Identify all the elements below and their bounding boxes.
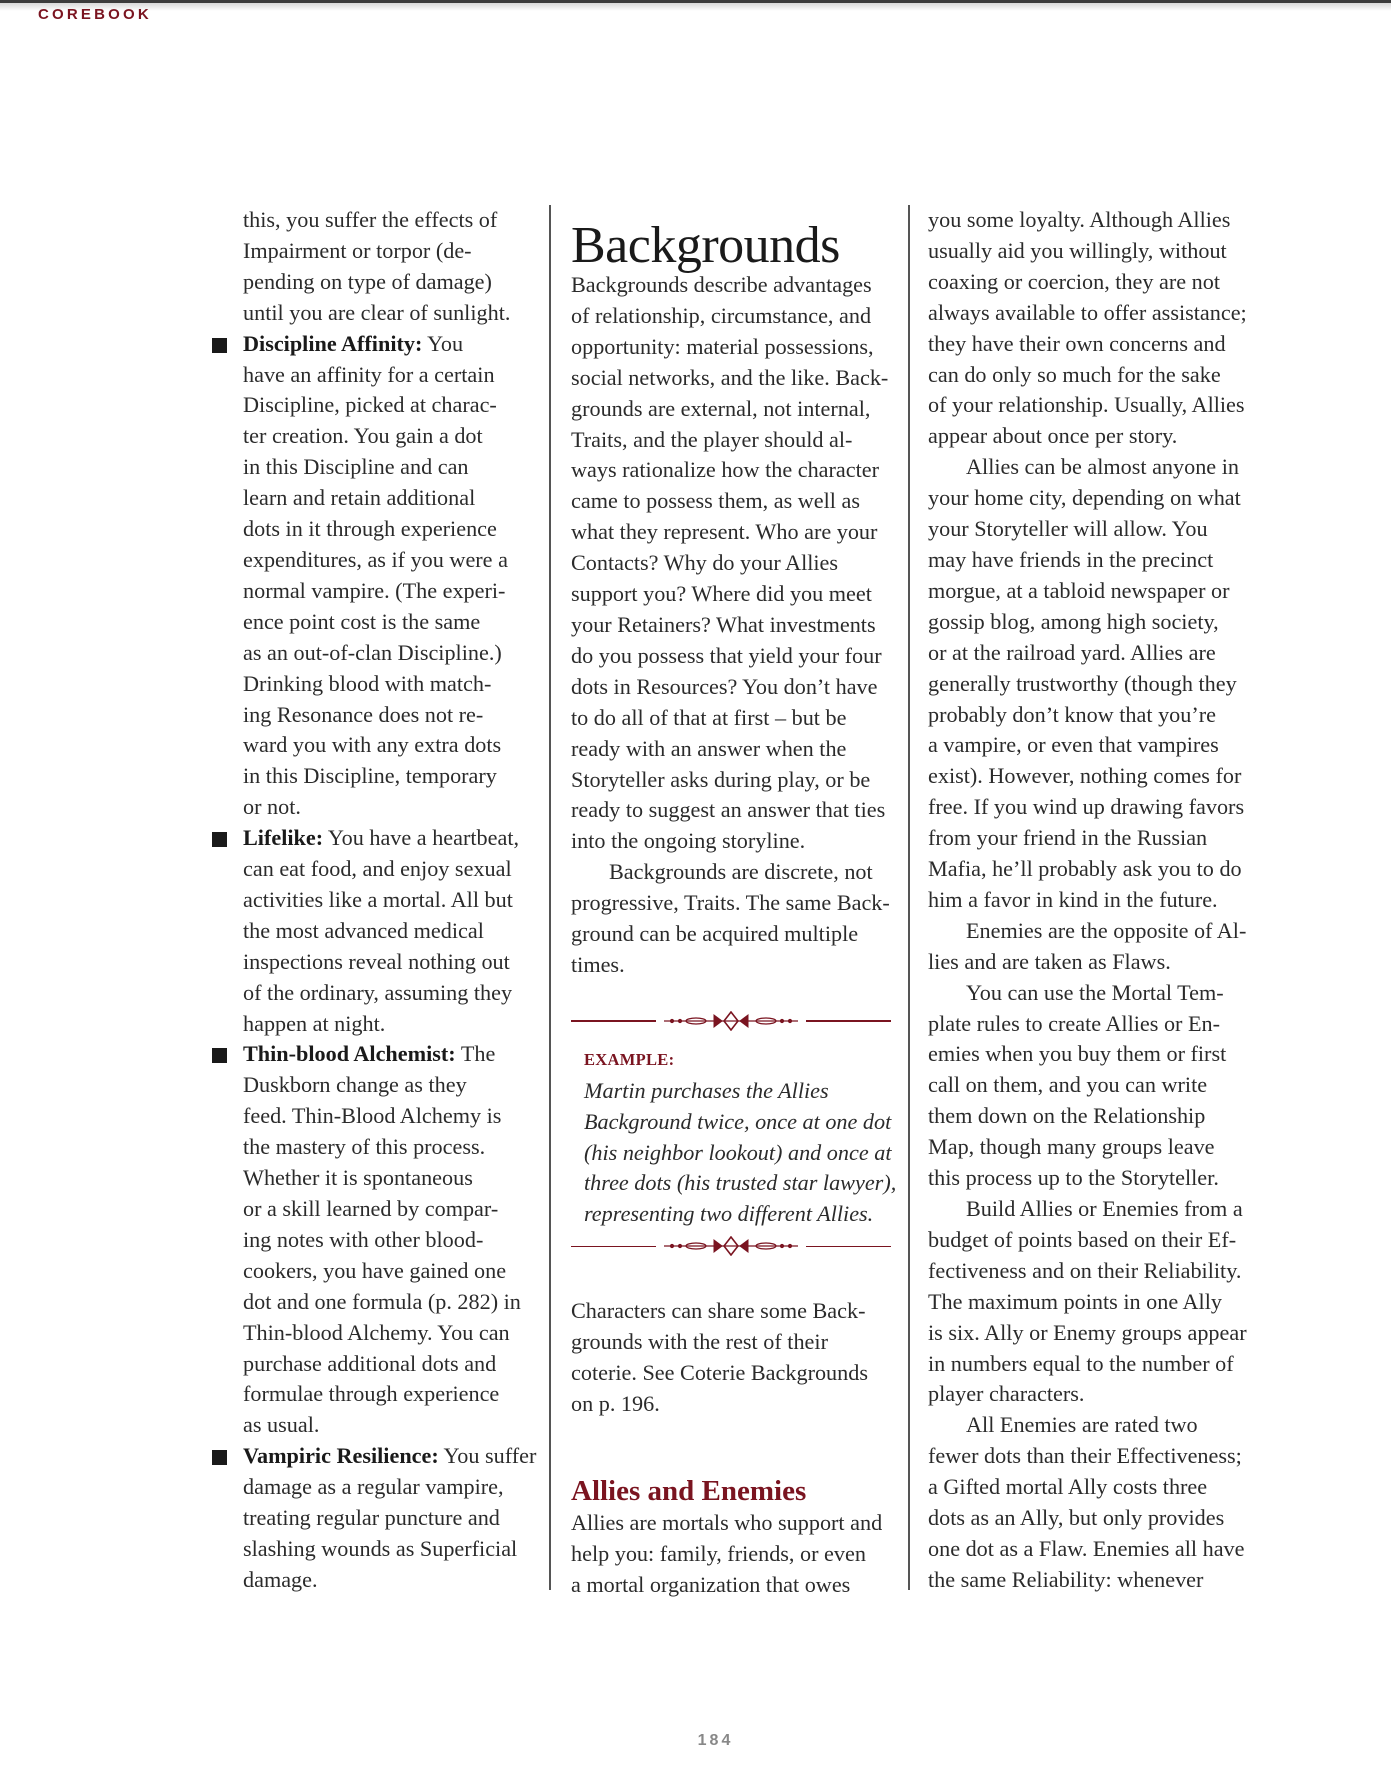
example-text <box>571 1076 897 1231</box>
text-line: or not. <box>243 794 301 820</box>
text-line: Backgrounds describe advantages <box>571 272 872 297</box>
flourish-ornament-icon <box>656 1236 806 1256</box>
text-line: Characters can share some Back- <box>571 1298 866 1324</box>
text-line: feed. Thin-Blood Alchemy is <box>243 1103 502 1129</box>
text-line: always available to offer assistance; <box>928 299 1247 325</box>
flourish-ornament-icon <box>656 1011 806 1031</box>
text-line: expenditures, as if you were a <box>243 546 508 572</box>
text-line: opportunity: material possessions, <box>571 333 874 359</box>
text-line: cookers, you have gained one <box>243 1257 507 1283</box>
text-line: this, you suffer the effects of <box>243 207 498 232</box>
bullet-first-line <box>243 1039 533 1070</box>
bullet-term: Lifelike: <box>243 825 324 851</box>
text-line: Background twice, once at one dot <box>584 1108 892 1134</box>
text-line: a vampire, or even that vampires <box>928 732 1219 758</box>
text-line: of your relationship. Usually, Allies <box>928 392 1245 418</box>
text-line: support you? Where did you meet <box>571 581 872 607</box>
discrete-paragraph <box>571 857 891 981</box>
text-line: morgue, at a tabloid newspaper or <box>928 577 1230 603</box>
text-line: a Gifted mortal Ally costs three <box>928 1474 1208 1500</box>
text-line: damage. <box>243 1566 318 1592</box>
text-line: is six. Ally or Enemy groups appear <box>928 1319 1247 1345</box>
text-line: Allies can be almost anyone in <box>966 454 1239 480</box>
bullet-item <box>243 1441 537 1596</box>
middle-column <box>571 212 897 1601</box>
text-line: probably don’t know that you’re <box>928 701 1216 727</box>
text-line: gossip blog, among high society, <box>928 608 1219 634</box>
paragraph <box>928 1194 1258 1410</box>
text-line: him a favor in kind in the future. <box>928 886 1218 912</box>
text-line: slashing wounds as Superficial <box>243 1535 518 1561</box>
text-line: this process up to the Storyteller. <box>928 1165 1219 1191</box>
text-line: your home city, depending on what <box>928 485 1241 511</box>
text-line: Discipline, picked at charac- <box>243 392 497 418</box>
ornament-divider-bottom <box>571 1236 891 1256</box>
text-line: pending on type of damage) <box>243 268 492 294</box>
square-bullet-icon <box>212 338 227 353</box>
text-line: formulae through experience <box>243 1381 500 1407</box>
text-line: what they represent. Who are your <box>571 519 878 545</box>
text-line: learn and retain additional <box>243 485 476 511</box>
text-line: Enemies are the opposite of Al- <box>966 917 1247 943</box>
square-bullet-icon <box>212 1048 227 1063</box>
text-line: times. <box>571 951 625 977</box>
text-line: ter creation. You gain a dot <box>243 423 483 449</box>
text-line: came to possess them, as well as <box>571 488 860 514</box>
text-line: usually aid you willingly, without <box>928 237 1227 263</box>
text-line: your Storyteller will allow. You <box>928 516 1208 542</box>
text-line: social networks, and the like. Back- <box>571 364 889 390</box>
square-bullet-icon <box>212 1450 227 1465</box>
bullet-text: The <box>455 1041 496 1067</box>
bullet-item <box>243 1039 533 1441</box>
text-line: ing notes with other blood- <box>243 1226 484 1252</box>
text-line: Impairment or torpor (de- <box>243 237 472 263</box>
text-line: of relationship, circumstance, and <box>571 302 872 328</box>
text-line: You can use the Mortal Tem- <box>966 979 1224 1005</box>
text-line: on p. 196. <box>571 1391 660 1416</box>
text-line: Duskborn change as they <box>243 1072 467 1098</box>
example-label: EXAMPLE: <box>584 1049 675 1069</box>
text-line: the mastery of this process. <box>243 1134 486 1160</box>
text-line: progressive, Traits. The same Back- <box>571 890 890 916</box>
text-line: The maximum points in one Ally <box>928 1288 1222 1314</box>
text-line: ready to suggest an answer that ties <box>571 797 886 823</box>
text-line: or at the railroad yard. Allies are <box>928 639 1216 665</box>
paragraph <box>928 1410 1258 1595</box>
text-line: to do all of that at first – but be <box>571 704 847 730</box>
text-line: normal vampire. (The experi- <box>243 577 506 603</box>
bullet-first-line <box>243 1441 537 1472</box>
text-line: budget of points based on their Ef- <box>928 1226 1237 1252</box>
left-column <box>243 205 537 1596</box>
text-line: happen at night. <box>243 1010 386 1036</box>
bullet-item <box>243 823 533 1039</box>
text-line: purchase additional dots and <box>243 1350 497 1376</box>
text-line: from your friend in the Russian <box>928 825 1208 851</box>
text-line: dots in Resources? You don’t have <box>571 673 878 699</box>
text-line: dots as an Ally, but only provides <box>928 1505 1225 1531</box>
square-bullet-icon <box>212 832 227 847</box>
text-line: Martin purchases the Allies <box>584 1077 829 1103</box>
text-line: ing Resonance does not re- <box>243 701 484 727</box>
text-line: Storyteller asks during play, or be <box>571 766 871 792</box>
paragraph <box>928 916 1258 978</box>
text-line: fectiveness and on their Reliability. <box>928 1257 1242 1283</box>
text-line: treating regular puncture and <box>243 1505 500 1531</box>
bullet-list <box>243 329 537 1596</box>
text-line: you some loyalty. Although Allies <box>928 207 1231 232</box>
text-line: dots in it through experience <box>243 516 497 542</box>
text-line: (his neighbor lookout) and once at <box>584 1139 892 1165</box>
text-line: Mafia, he’ll probably ask you to do <box>928 856 1242 882</box>
text-line: lies and are taken as Flaws. <box>928 948 1171 974</box>
text-line: exist). However, nothing comes for <box>928 763 1242 789</box>
text-line: All Enemies are rated two <box>966 1412 1198 1438</box>
text-line: until you are clear of sunlight. <box>243 299 511 325</box>
text-line: player characters. <box>928 1381 1085 1407</box>
example-box <box>571 1011 897 1256</box>
text-line: Contacts? Why do your Allies <box>571 550 839 576</box>
bullet-item <box>243 329 533 824</box>
bullet-term: Thin-blood Alchemist: <box>243 1041 456 1067</box>
text-line: the same Reliability: whenever <box>928 1566 1204 1592</box>
text-line: the most advanced medical <box>243 917 484 943</box>
text-line: ence point cost is the same <box>243 608 481 634</box>
text-line: they have their own concerns and <box>928 330 1226 356</box>
text-line: as an out-of-clan Discipline.) <box>243 639 502 665</box>
text-line: in this Discipline and can <box>243 454 469 480</box>
section-title: Backgrounds <box>571 217 840 274</box>
text-line: dot and one formula (p. 282) in <box>243 1288 521 1314</box>
text-line: them down on the Relationship <box>928 1103 1206 1129</box>
page-number: 184 <box>697 1732 734 1749</box>
text-line: Allies are mortals who support and <box>571 1509 883 1535</box>
text-line: ward you with any extra dots <box>243 732 502 758</box>
text-line: into the ongoing storyline. <box>571 828 806 854</box>
text-line: ways rationalize how the character <box>571 457 880 483</box>
bullet-text: You suffer <box>438 1443 537 1469</box>
text-line: your Retainers? What investments <box>571 611 876 637</box>
text-line: a mortal organization that owes <box>571 1571 851 1597</box>
bullet-text: You <box>422 330 464 356</box>
bullet-first-line <box>243 823 533 854</box>
text-line: inspections reveal nothing out <box>243 948 510 974</box>
text-line: or a skill learned by compar- <box>243 1196 499 1221</box>
text-line: Whether it is spontaneous <box>243 1165 473 1191</box>
text-line: Map, though many groups leave <box>928 1134 1215 1160</box>
allies-paragraph <box>571 1508 891 1601</box>
subsection-heading: Allies and Enemies <box>571 1474 807 1507</box>
text-line: in numbers equal to the number of <box>928 1350 1234 1376</box>
right-column <box>928 205 1258 1596</box>
column-divider-left <box>549 205 551 1590</box>
top-shadow <box>0 3 1391 11</box>
text-line: help you: family, friends, or even <box>571 1540 866 1566</box>
bullet-first-line <box>243 329 533 360</box>
text-line: can do only so much for the sake <box>928 361 1221 387</box>
text-line: representing two different Allies. <box>584 1201 874 1227</box>
running-head: COREBOOK <box>38 6 152 23</box>
text-line: of the ordinary, assuming they <box>243 979 513 1005</box>
coterie-paragraph <box>571 1296 891 1420</box>
text-line: call on them, and you can write <box>928 1072 1208 1098</box>
paragraph <box>928 978 1258 1194</box>
text-line: ready with an answer when the <box>571 735 847 761</box>
bullet-term: Discipline Affinity: <box>243 330 423 356</box>
text-line: Drinking blood with match- <box>243 670 492 696</box>
text-line: as usual. <box>243 1412 320 1438</box>
intro-paragraph <box>571 270 891 857</box>
text-line: damage as a regular vampire, <box>243 1474 504 1500</box>
text-line: Traits, and the player should al- <box>571 426 853 452</box>
text-line: coaxing or coercion, they are not <box>928 268 1221 294</box>
column-divider-right <box>908 205 910 1590</box>
text-line: fewer dots than their Effectiveness; <box>928 1443 1242 1469</box>
text-line: Build Allies or Enemies from a <box>966 1196 1243 1221</box>
text-line: one dot as a Flaw. Enemies all have <box>928 1535 1245 1561</box>
text-line: Thin-blood Alchemy. You can <box>243 1319 510 1345</box>
text-line: have an affinity for a certain <box>243 361 495 387</box>
text-line: may have friends in the precinct <box>928 546 1214 572</box>
continuation-paragraph <box>243 205 533 329</box>
text-line: can eat food, and enjoy sexual <box>243 856 512 882</box>
text-line: plate rules to create Allies or En- <box>928 1010 1221 1036</box>
bullet-text: You have a heartbeat, <box>323 825 520 851</box>
text-line: free. If you wind up drawing favors <box>928 794 1245 820</box>
text-line: emies when you buy them or first <box>928 1041 1227 1067</box>
text-line: do you possess that yield your four <box>571 642 882 668</box>
text-line: activities like a mortal. All but <box>243 886 513 912</box>
text-line: three dots (his trusted star lawyer), <box>584 1170 897 1196</box>
paragraph <box>928 205 1258 452</box>
text-line: generally trustworthy (though they <box>928 670 1237 696</box>
ornament-divider-top <box>571 1011 891 1031</box>
text-line: grounds are external, not internal, <box>571 395 871 421</box>
paragraph <box>928 452 1258 916</box>
bullet-term: Vampiric Resilience: <box>243 1443 439 1469</box>
text-line: Backgrounds are discrete, not <box>609 859 873 885</box>
text-line: coterie. See Coterie Backgrounds <box>571 1360 868 1386</box>
text-line: ground can be acquired multiple <box>571 921 859 947</box>
text-line: appear about once per story. <box>928 423 1178 449</box>
text-line: grounds with the rest of their <box>571 1329 828 1355</box>
text-line: in this Discipline, temporary <box>243 763 497 789</box>
